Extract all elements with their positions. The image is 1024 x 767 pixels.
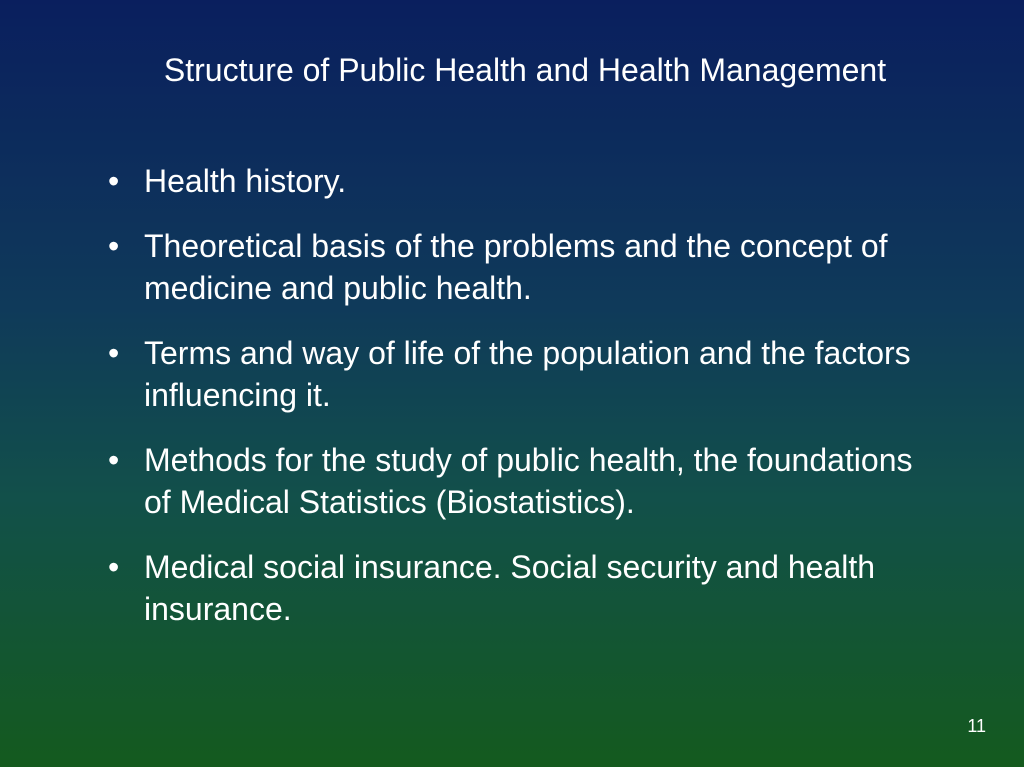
slide-title: Structure of Public Health and Health Management bbox=[163, 52, 887, 88]
list-item: • Terms and way of life of the population and the factors influencing it. bbox=[108, 332, 948, 416]
page-number: 11 bbox=[967, 716, 986, 736]
list-item: • Medical social insurance. Social security and health insurance. bbox=[108, 546, 948, 630]
bullet-icon: • bbox=[108, 335, 120, 371]
bullet-icon: • bbox=[108, 228, 120, 264]
bullet-icon: • bbox=[108, 549, 120, 585]
list-item: • Theoretical basis of the problems and the concept of medicine and public health. bbox=[108, 225, 948, 309]
list-item: • Health history. bbox=[108, 160, 948, 202]
bullet-icon: • bbox=[108, 442, 120, 478]
bullet-icon: • bbox=[108, 163, 120, 199]
list-item: • Methods for the study of public health, the foundations of Medical Statistics (Biostatistics). bbox=[108, 439, 948, 523]
bullet-list bbox=[108, 160, 948, 653]
